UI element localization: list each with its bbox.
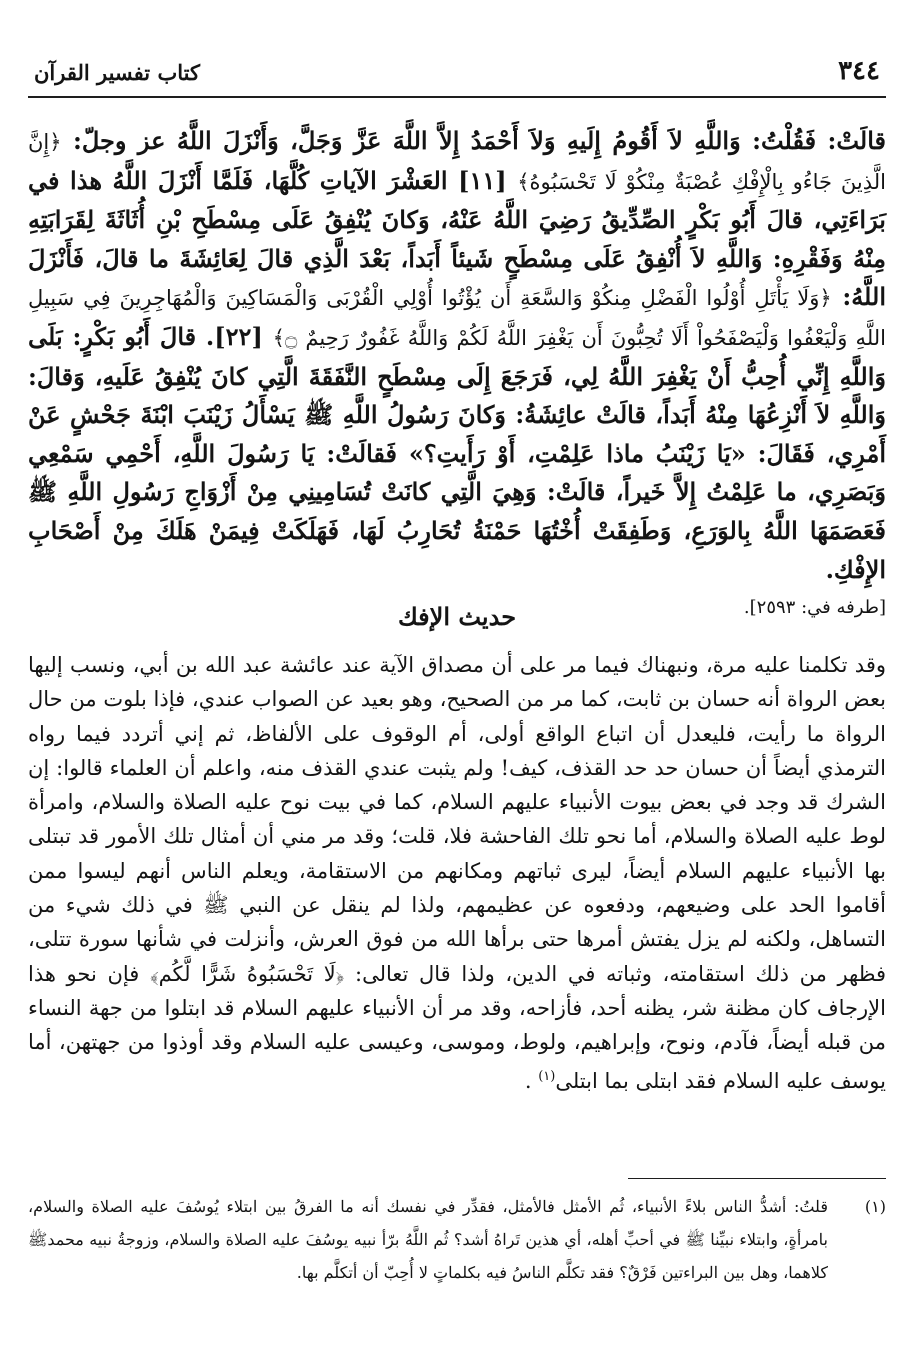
page-number: ٣٤٤ — [838, 56, 880, 86]
hadith-text — [28, 122, 886, 628]
hadith-paragraph — [28, 122, 886, 589]
section-title: حديث الإفك — [397, 602, 517, 631]
footnote-number: (١) — [864, 1197, 886, 1216]
commentary — [28, 648, 886, 1098]
footnote — [28, 1190, 886, 1289]
cross-reference: [طرفه في: ٢٥٩٣]. — [743, 597, 886, 619]
footnote-text: قلتُ: أشدُّ الناس بلاءً الأنبياء، ثُم الأمثل فالأمثل، فقدِّر في نفسك أنه ما الفرقُ بين ابتلاء يُوسُفَ عليه الصلاة والسلام، بامرأةٍ، وابتلاء نبيِّنا ﷺ في أحبِّ أهله، أي هذين تَراهُ أشد؟ ثُم اللَّهُ برّأ نبيه يوسُفَ عليه الصلاة والسلام، وزوجةُ نبيه محمدﷺ كلاهما، وهل بين البراءتين فَرْقٌ؟ فقد تكلَّم الناسُ فيه بكلماتٍ لا أُحِبّ أن أتكلَّم بها. — [28, 1197, 828, 1282]
commentary-end: . — [524, 1068, 539, 1093]
book-title: كتاب تفسير القرآن — [34, 60, 200, 85]
commentary-text-2: فإن نحو هذا الإرجاف كان مظنة شر، يظنه أحد، فأزاحه، وقد مر أن الأنبياء عليهم السلام قد ابتلوا من جهة النساء من قبله أيضاً، فآدم، ونوح، وإبراهيم، ولوط، وموسى، وعيسى عليه السلام وقد أوذوا من جهتهن، أما يوسف عليه السلام فقد ابتلى بما ابتلى — [28, 961, 886, 1093]
footnote-divider — [628, 1178, 886, 1179]
hadith-text-part-3: [٢٢]. قالَ أَبُو بَكْرٍ: بَلَى وَاللَّهِ إِنِّي أُحِبُّ أَنْ يَغْفِرَ اللَّهُ لِي، فَرَجَعَ إِلَى مِسْطَحٍ النَّفَقَةَ الَّتِي كانَ يُنْفِقُ عَلَيهِ، وَقالَ: وَاللَّهِ لاَ أَنْزِعُهَا مِنْهُ أَبَداً، قالَتْ عائِشَةُ: وَكانَ رَسُولُ اللَّهِ ﷺ يَسْأَلُ زَيْنَبَ ابْنَةَ جَحْشٍ عَنْ أَمْرِي، فَقَالَ: «يَا زَيْنَبُ ماذا عَلِمْتِ، أَوْ رَأَيتِ؟» فَقالَتْ: يَا رَسُولَ اللَّهِ، أَحْمِي سَمْعِي وَبَصَرِي، ما عَلِمْتُ إِلاَّ خَيراً، قالَتْ: وَهِيَ الَّتِي كانَتْ تُسَامِينِي مِنْ أَزْوَاجِ رَسُولِ اللَّهِ ﷺ فَعَصَمَهَا اللَّهُ بِالوَرَعِ، وَطَفِقَتْ أُخْتُهَا حَمْنَةُ تُحَارِبُ لَهَا، فَهَلَكَتْ فِيمَنْ هَلَكَ مِنْ أَصْحَابِ الإِفْكِ. — [28, 321, 886, 584]
footnote-marker[interactable]: (١) — [538, 1068, 556, 1084]
running-header — [28, 52, 886, 98]
commentary-paragraph — [28, 648, 886, 1098]
hadith-text-part-2: [١١] العَشْرَ الآياتِ كُلَّهَا، فَلَمَّا أَنْزَلَ اللَّهُ هذا في بَرَاءَتِي، قالَ أَبُو بَكْرٍ الصِّدِّيقُ رَضِيَ اللَّهُ عَنْهُ، وَكانَ يُنْفِقُ عَلَى مِسْطَحِ بْنِ أُثَاثَةَ لِقَرَابَتِهِ مِنْهُ وَفَقْرِهِ: وَاللَّهِ لاَ أُنْفِقُ عَلَى مِسْطَحٍ شَيئاً أَبَداً، بَعْدَ الَّذِي قالَ لِعَائِشَةَ ما قالَ، فَأَنْزَلَ اللَّهُ: — [28, 165, 886, 312]
commentary-verse: ﴿لَا تَحْسَبُوهُ شَرًّا لَّكُم﴾ — [149, 961, 345, 986]
hadith-text-part-1: قالَتْ: فَقُلْتُ: وَاللَّهِ لاَ أَقُومُ إِلَيهِ وَلاَ أَحْمَدُ إِلاَّ اللَّهَ عَزَّ وَجَلَّ، وَأَنْزَلَ اللَّهُ عز وجلّ: — [61, 126, 886, 155]
quran-verse-1: ﴿إِنَّ الَّذِينَ جَاءُو بِالْإِفْكِ عُصْبَةٌ مِنْكُوْ لَا تَحْسَبُوهُ﴾ — [28, 130, 886, 194]
commentary-text-1: وقد تكلمنا عليه مرة، ونبهناك فيما مر على أن مصداق الآية عند عائشة عبد الله بن أبي، ونسب إليها بعض الرواة أنه حسان بن ثابت، كما مر من الصحيح، وهو بعيد عن الصواب عندي، فإذا بلوت من حال الرواة ما رأيت، فليعدل أن اتباع الواقع أولى، أم الوقوف على الألفاظ، ثم إني أتردد فيما رواه الترمذي أيضاً أن حسان حد حد القذف، كيف! ولم يثبت عندي القذف منه، واعلم أن العلماء قالوا: إن الشرك قد وجد في بعض بيوت الأنبياء عليهم السلام، كما في بيت نوح عليه الصلاة والسلام، وامرأة لوط عليه الصلاة والسلام، أما نحو تلك الفاحشة فلا، قلت؛ وقد مر مني أن أمثال تلك الأمور قد تبتلى بها الأنبياء عليهم السلام أيضاً، ليرى ثباتهم ومكانهم من الاستقامة، ويعلم الناس أنهم ليسوا ممن أقاموا الحد على وضيعهم، ودفعوه عن عظيمهم، ولذا لم ينقل عن النبي ﷺ في ذلك شيء من التساهل، ولكنه لم يزل يفتش أمرها حتى برأها الله من فوق العرش، وأنزلت في شأنها سورة تتلى، فظهر من ذلك استقامته، وثباته في الدين، ولذا قال تعالى: — [28, 653, 886, 986]
quran-verse-2: ﴿وَلَا يَأْتَلِ أُوْلُوا الْفَضْلِ مِنكُوْ وَالسَّعَةِ أَن يُؤْتُوا أُوْلِي الْقُرْبَى وَالْمَسَاكِينَ وَالْمُهَاجِرِينَ فِي سَبِيلِ اللَّهِ وَلْيَعْفُوا وَلْيَصْفَحُواْ أَلَا تُحِبُّونَ أَن يَغْفِرَ اللَّهُ لَكُمْ وَاللَّهُ غَفُورٌ رَحِيمٌ ۝﴾ — [28, 286, 886, 350]
